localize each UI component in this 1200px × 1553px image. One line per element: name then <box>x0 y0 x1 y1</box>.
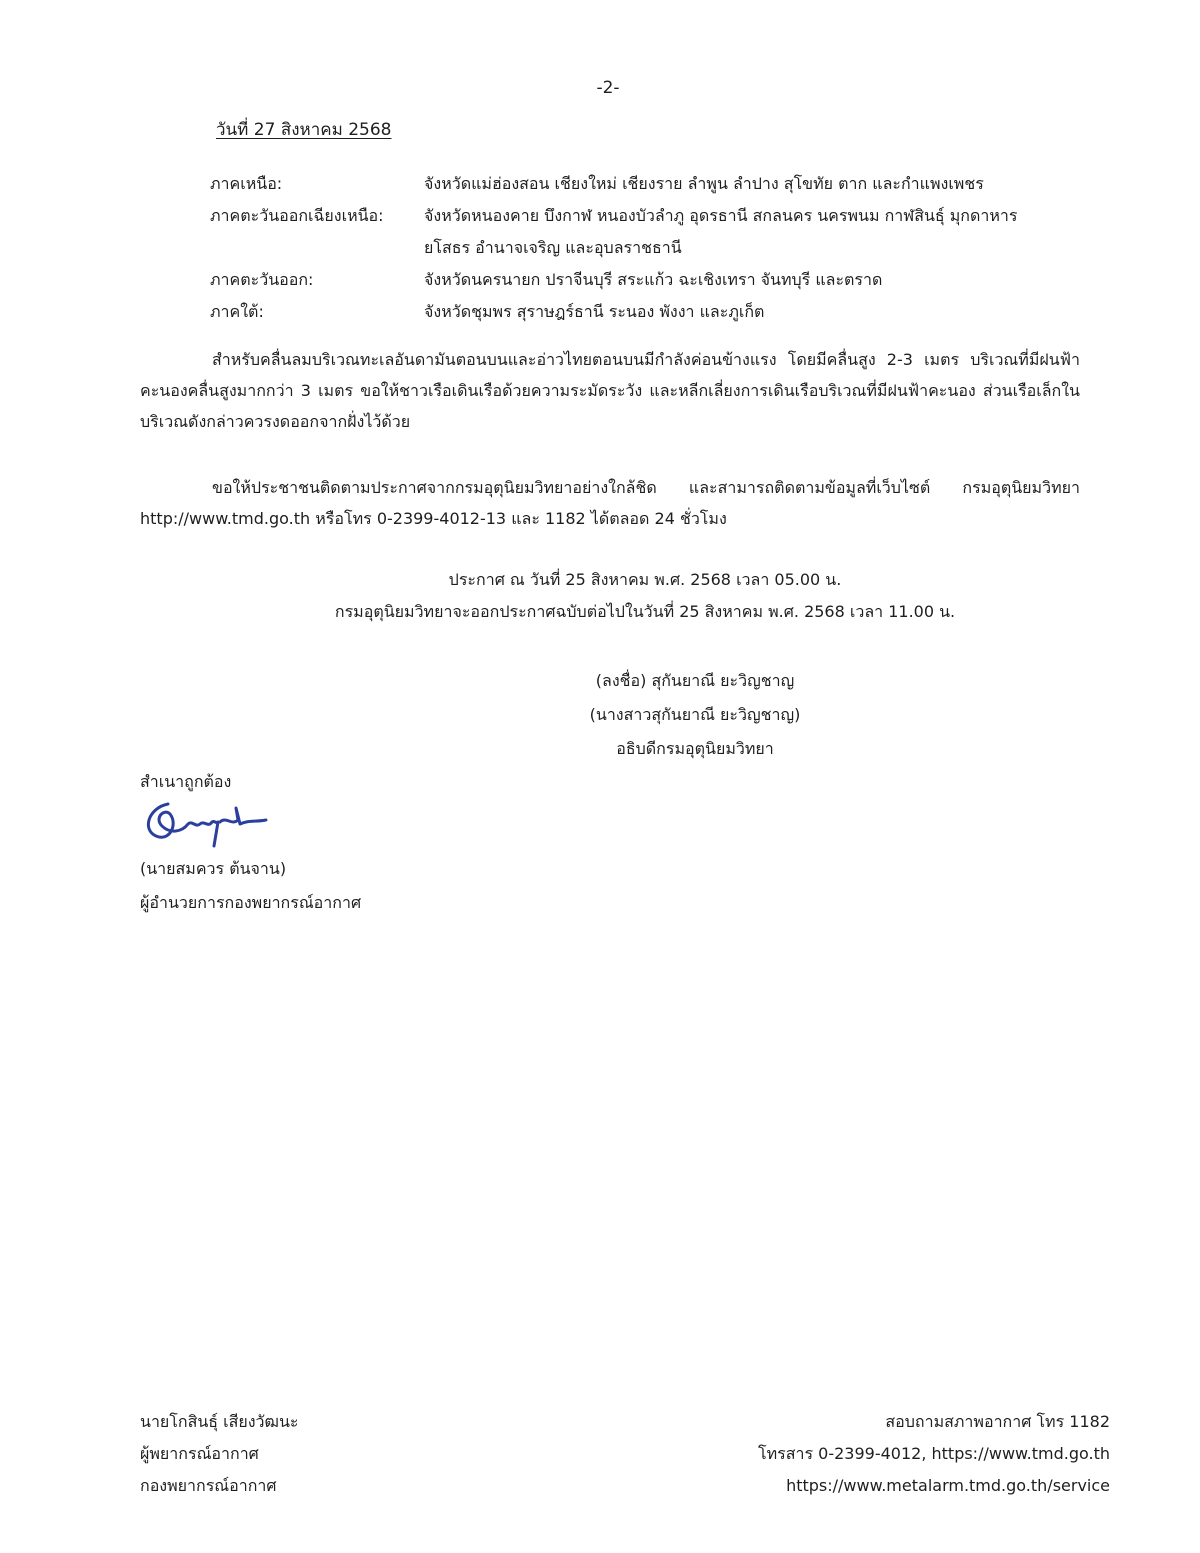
region-provinces <box>424 200 1090 264</box>
wave-warning-paragraph <box>140 344 1080 437</box>
province-line: จังหวัดหนองคาย บึงกาฬ หนองบัวลำภู อุดรธานี สกลนคร นครพนม กาฬสินธุ์ มุกดาหาร <box>424 206 1018 225</box>
forecaster-name: นายโกสินธุ์ เสียงวัฒนะ <box>140 1412 299 1431</box>
region-row-east <box>210 264 1090 296</box>
region-label: ภาคตะวันออกเฉียงเหนือ: <box>210 206 384 225</box>
contact-fax-website: โทรสาร 0-2399-4012, https://www.tmd.go.th <box>758 1444 1110 1463</box>
region-label: ภาคใต้: <box>210 302 264 321</box>
region-row-north <box>210 168 1090 200</box>
date-heading: วันที่ 27 สิงหาคม 2568 <box>216 120 392 140</box>
signatory-name: (นางสาวสุกันยาณี ยะวิญชาญ) <box>589 705 801 724</box>
follow-up-text: ขอให้ประชาชนติดตามประกาศจากกรมอุตุนิยมวิทยาอย่างใกล้ชิด และสามารถติดตามข้อมูลที่เว็บไซต์ กรมอุตุนิยมวิทยา http://www.tmd.go.th หรือโทร 0-2399-4012-13 และ 1182 ได้ตลอด 24 ชั่วโมง <box>140 478 1080 528</box>
signatory-position: อธิบดีกรมอุตุนิยมวิทยา <box>616 739 774 758</box>
region-provinces <box>424 168 1090 200</box>
signatory-block <box>580 664 810 766</box>
follow-up-paragraph <box>140 472 1080 534</box>
certified-copy-label: สำเนาถูกต้อง <box>140 772 232 791</box>
contact-phone: สอบถามสภาพอากาศ โทร 1182 <box>885 1412 1110 1431</box>
page-number: -2- <box>596 78 620 98</box>
forecaster-division: กองพยากรณ์อากาศ <box>140 1476 277 1495</box>
certifier-block <box>140 852 361 920</box>
issued-time: ประกาศ ณ วันที่ 25 สิงหาคม พ.ศ. 2568 เวลา 05.00 น. <box>448 570 842 589</box>
province-line: จังหวัดแม่ฮ่องสอน เชียงใหม่ เชียงราย ลำพูน ลำปาง สุโขทัย ตาก และกำแพงเพชร <box>424 174 984 193</box>
footer-contact <box>758 1406 1110 1502</box>
announcement-block <box>0 564 1200 628</box>
region-list <box>210 168 1090 328</box>
region-row-northeast <box>210 200 1090 264</box>
region-label: ภาคเหนือ: <box>210 174 283 193</box>
province-line: ยโสธร อำนาจเจริญ และอุบลราชธานี <box>424 238 682 257</box>
region-provinces <box>424 296 1090 328</box>
certifier-position: ผู้อำนวยการกองพยากรณ์อากาศ <box>140 893 362 912</box>
footer-forecaster <box>140 1406 299 1502</box>
contact-service-url: https://www.metalarm.tmd.go.th/service <box>786 1476 1110 1495</box>
province-line: จังหวัดนครนายก ปราจีนบุรี สระแก้ว ฉะเชิงเทรา จันทบุรี และตราด <box>424 270 883 289</box>
forecaster-role: ผู้พยากรณ์อากาศ <box>140 1444 259 1463</box>
certifier-name: (นายสมควร ต้นจาน) <box>140 859 287 878</box>
next-issue-time: กรมอุตุนิยมวิทยาจะออกประกาศฉบับต่อไปในวันที่ 25 สิงหาคม พ.ศ. 2568 เวลา 11.00 น. <box>334 602 956 621</box>
region-row-south <box>210 296 1090 328</box>
wave-warning-text: สำหรับคลื่นลมบริเวณทะเลอันดามันตอนบนและอ่าวไทยตอนบนมีกำลังค่อนข้างแรง โดยมีคลื่นสูง 2-3 เมตร บริเวณที่มีฝนฟ้าคะนองคลื่นสูงมากกว่า 3 เมตร ขอให้ชาวเรือเดินเรือด้วยความระมัดระวัง และหลีกเลี่ยงการเดินเรือบริเวณที่มีฝนฟ้าคะนอง ส่วนเรือเล็กในบริเวณดังกล่าวควรงดออกจากฝั่งไว้ด้วย <box>140 350 1080 431</box>
signatory-signed: (ลงชื่อ) สุกันยาณี ยะวิญชาญ <box>595 671 795 690</box>
region-provinces <box>424 264 1090 296</box>
province-line: จังหวัดชุมพร สุราษฎร์ธานี ระนอง พังงา และภูเก็ต <box>424 302 765 321</box>
region-label: ภาคตะวันออก: <box>210 270 314 289</box>
handwritten-signature <box>140 794 270 850</box>
